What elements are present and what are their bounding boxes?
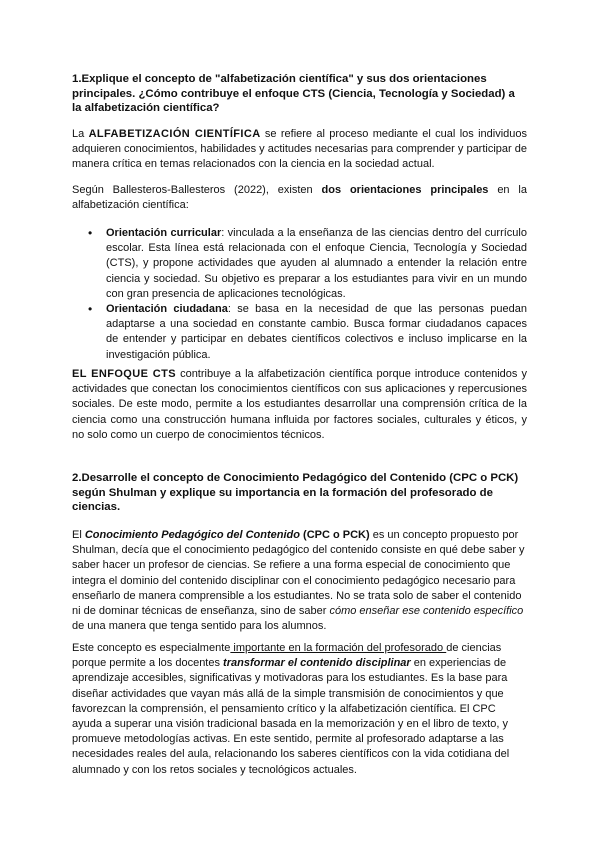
question-1-title: 1.Explique el concepto de "alfabetización científica" y sus dos orientaciones principales. ¿Cómo contribuye el enfoque CTS (Ciencia, Tecnología y Sociedad) a la alfabetización científica? [72,73,515,115]
q1-paragraph-cts: EL ENFOQUE CTS contribuye a la alfabetización científica porque introduce contenidos y actividades que conectan los conocimientos científicos con sus aplicaciones y repercusiones sociales. De este modo, permite a los estudiantes desarrollar una comprensión crítica de la ciencia como una construcción humana influida por factores sociales, culturales y éticos, y no solo como un cuerpo de conocimientos técnicos. [72,368,527,441]
q2-paragraph-importance: Este concepto es especialmente importante en la formación del profesorado de ciencias porque permite a los docentes transformar el contenido disciplinar en experiencias de aprendizaje accesibles, significativas y motivadoras para los estudiantes. Es la base para diseñar actividades que vayan más allá de la simple transmisión de conocimientos y que favorezcan la comprensión, el pensamiento crítico y la alfabetización científica. El CPC ayuda a superar una visión tradicional basada en la memorización y en el libro de texto, y promueve metodologías activas. En este sentido, permite al profesorado adaptarse a las necesidades reales del aula, relacionando los saberes científicos con la vida cotidiana del alumnado y con los retos sociales y tecnológicos actuales. [72,642,510,776]
bold-dos-orientaciones: dos orientaciones principales [321,184,489,196]
list-item: • Orientación curricular: vinculada a la enseñanza de las ciencias dentro del currículo escolar. Esta línea está relacionada con el enfoque Ciencia, Tecnología y Sociedad (CTS), y propone actividades que ayuden al alumnado a entender la relación entre ciencia y sociedad. Su objetivo es preparar a los estudiantes para vivir en un mundo con gran presencia de aplicaciones tecnológicas. [84,226,527,302]
q1-paragraph-orientations: Según Ballesteros-Ballesteros (2022), existen dos orientaciones principales en la alfabetización científica: [72,184,527,212]
bold-italic-phrase: transformar el contenido disciplinar [223,657,411,670]
q2-paragraph-definition: El Conocimiento Pedagógico del Contenido (CPC o PCK) es un concepto propuesto por Shulman, decía que el conocimiento pedagógico del contenido consiste en qué debe saber y saber hacer un profesor de ciencias. Se refiere a una forma especial de conocimiento que integra el dominio del contenido disciplinar con el conocimiento pedagógico necesario para enseñarlo de manera comprensible a los estudiantes. No se trata solo de saber el contenido ni de dominar técnicas de enseñanza, sino de saber cómo enseñar ese contenido específico de una manera que tenga sentido para los alumnos. [72,529,525,633]
list-item: • Orientación ciudadana: se basa en la necesidad de que las personas puedan adaptarse a una sociedad en constante cambio. Busca formar ciudadanos capaces de entender y participar en debates científicos colectivos e incluso implicarse en la investigación pública. [84,302,527,363]
underlined-phrase: importante en la formación del profesorado [230,642,447,654]
term-cpc: Conocimiento Pedagógico del Contenido [84,529,300,541]
term-enfoque-cts: EL ENFOQUE CTS [72,368,176,380]
term-alfabetizacion: ALFABETIZACIÓN CIENTÍFICA [88,128,261,140]
q1-paragraph-definition: La ALFABETIZACIÓN CIENTÍFICA se refiere al proceso mediante el cual los individuos adquieren conocimientos, habilidades y actitudes necesarias para comprender y participar de manera crítica en temas relacionados con la ciencia en la sociedad actual. [72,128,528,171]
question-2-title: 2.Desarrolle el concepto de Conocimiento Pedagógico del Contenido (CPC o PCK) según Shulman y explique su importancia en la formación del profesorado de ciencias. [72,472,519,514]
orientations-list [84,226,527,363]
